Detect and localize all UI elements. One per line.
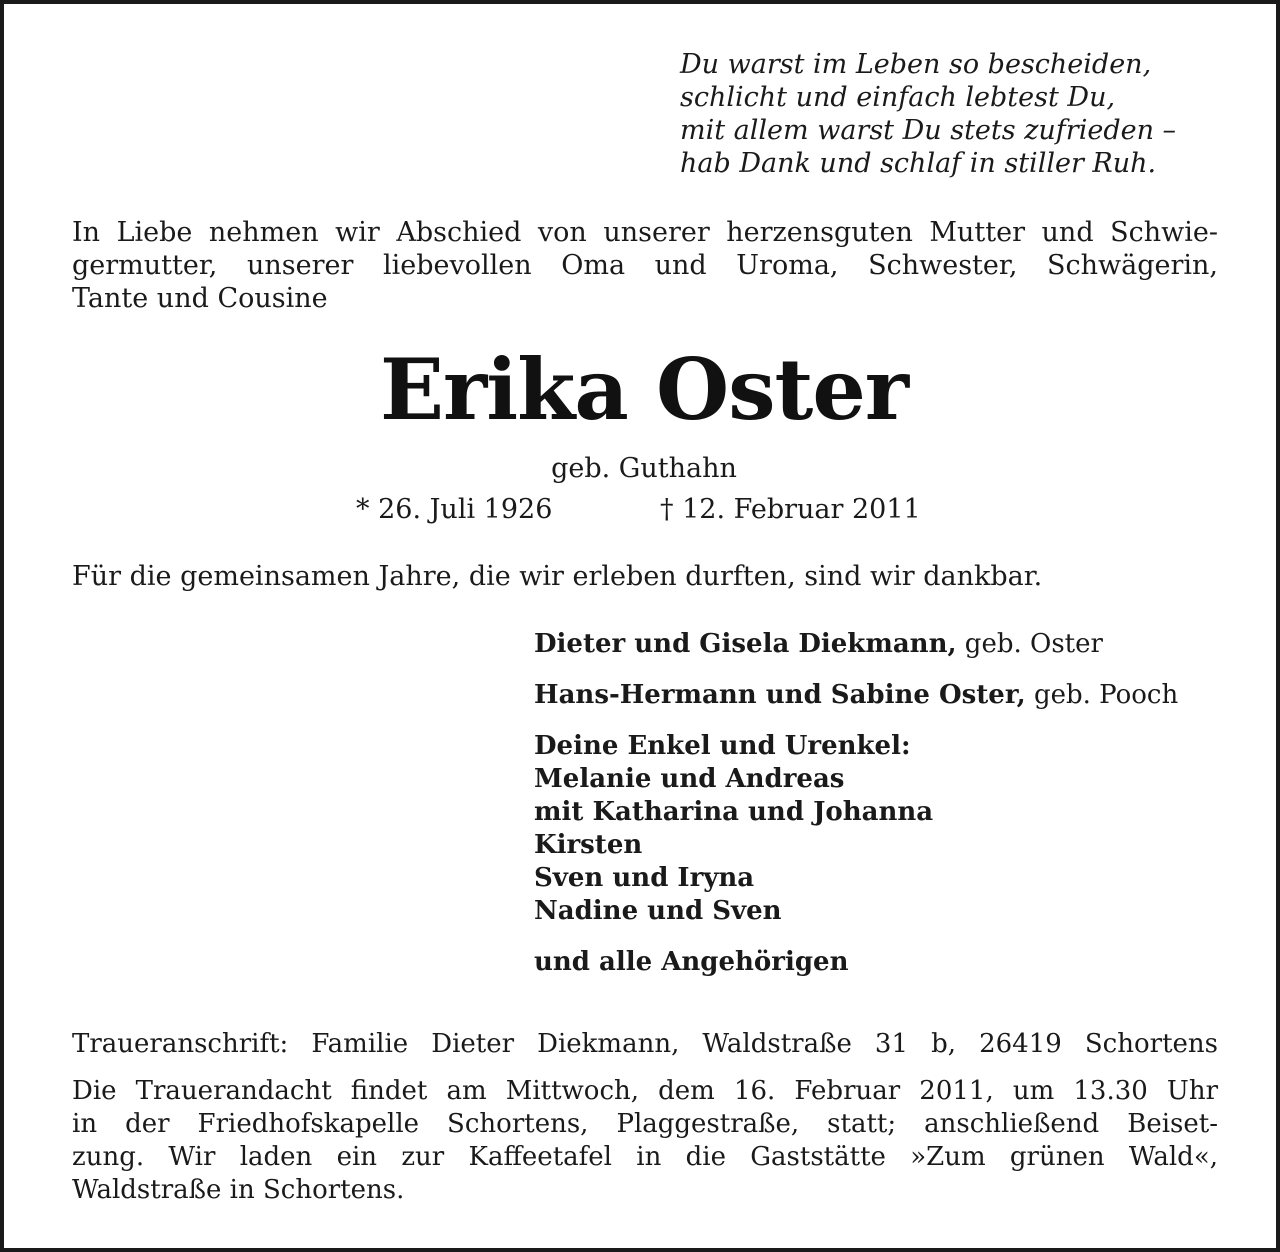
thanks-line: Für die gemeinsamen Jahre, die wir erleben durften, sind wir dankbar. bbox=[72, 561, 1043, 592]
grandchild-line: Kirsten bbox=[534, 830, 643, 860]
death-date: † 12. Februar 2011 bbox=[660, 494, 921, 525]
deceased-name: Erika Oster bbox=[379, 340, 909, 439]
poem-line: schlicht und einfach lebtest Du, bbox=[680, 82, 1116, 113]
birth-date: * 26. Juli 1926 bbox=[356, 494, 553, 525]
memorial-poem bbox=[680, 48, 1176, 180]
service-line: Waldstraße in Schortens. bbox=[72, 1175, 405, 1205]
mourner-names: Hans-Hermann und Sabine Oster, bbox=[534, 680, 1026, 710]
intro-line: germutter, unserer liebevollen Oma und Uroma, Schwester, Schwägerin, bbox=[72, 250, 1218, 281]
grandchildren-heading: Deine Enkel und Urenkel: bbox=[534, 731, 911, 761]
mourner-couple bbox=[534, 679, 1234, 712]
mourners-list bbox=[534, 628, 1234, 979]
poem-line: mit allem warst Du stets zufrieden – bbox=[680, 115, 1177, 146]
grandchild-line: Nadine und Sven bbox=[534, 896, 782, 926]
poem-line: hab Dank und schlaf in stiller Ruh. bbox=[680, 148, 1157, 179]
service-line: in der Friedhofskapelle Schortens, Plaggestraße, statt; anschließend Beiset- bbox=[72, 1109, 1218, 1139]
poem-line: Du warst im Leben so bescheiden, bbox=[680, 49, 1152, 80]
intro-line: Tante und Cousine bbox=[72, 283, 328, 314]
service-line: zung. Wir laden ein zur Kaffeetafel in die Gaststätte »Zum grünen Wald«, bbox=[72, 1142, 1218, 1172]
farewell-intro bbox=[72, 216, 1218, 315]
mourning-address: Traueranschrift: Familie Dieter Diekmann, Waldstraße 31 b, 26419 Schortens bbox=[72, 1029, 1218, 1059]
grandchild-line: Sven und Iryna bbox=[534, 863, 755, 893]
service-details bbox=[72, 1075, 1218, 1207]
mourner-names: Dieter und Gisela Diekmann, bbox=[534, 629, 957, 659]
grandchild-line: mit Katharina und Johanna bbox=[534, 797, 934, 827]
mourner-maiden: geb. Pooch bbox=[1025, 680, 1179, 710]
mourner-couple bbox=[534, 628, 1234, 661]
grandchild-line: Melanie und Andreas bbox=[534, 764, 845, 794]
intro-line: In Liebe nehmen wir Abschied von unserer herzensguten Mutter und Schwie- bbox=[72, 217, 1218, 248]
mourner-maiden: geb. Oster bbox=[956, 629, 1103, 659]
maiden-name: geb. Guthahn bbox=[551, 453, 737, 484]
service-line: Die Trauerandacht findet am Mittwoch, dem 16. Februar 2011, um 13.30 Uhr bbox=[72, 1076, 1218, 1106]
relatives-line: und alle Angehörigen bbox=[534, 947, 849, 977]
